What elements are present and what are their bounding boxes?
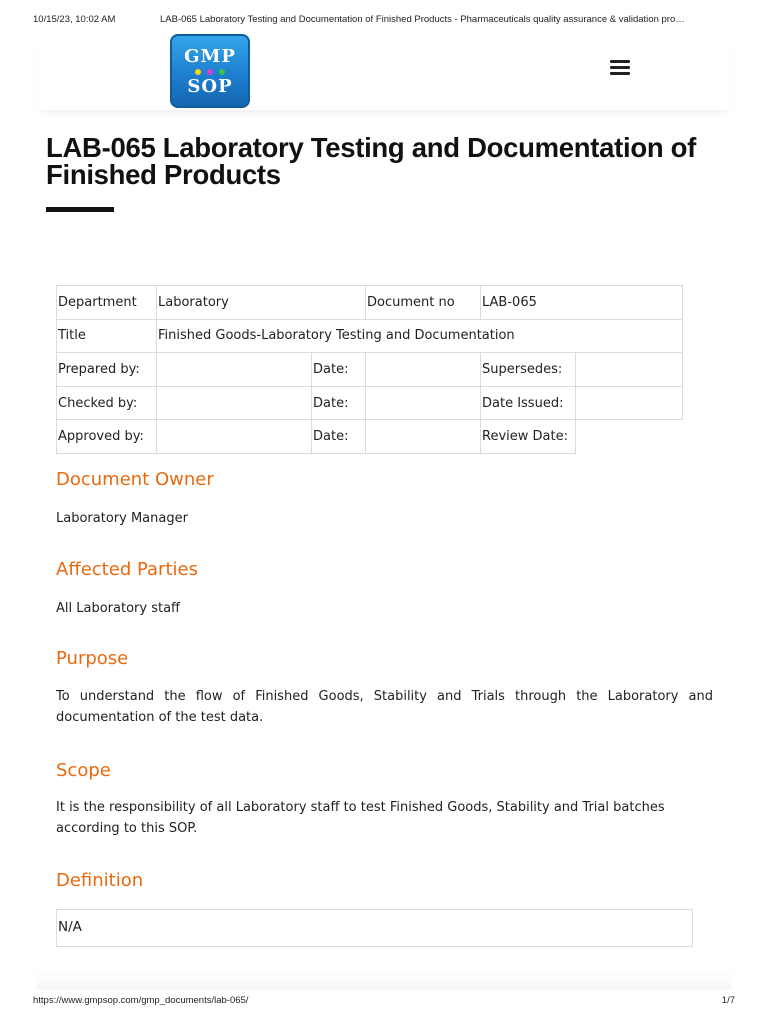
checked-date-label: Date: — [312, 386, 366, 420]
table-row — [57, 319, 683, 353]
approved-date-label: Date: — [312, 420, 366, 454]
print-url: https://www.gmpsop.com/gmp_documents/lab-065/ — [33, 995, 249, 1006]
logo-text-top: GMP — [184, 46, 236, 67]
supersedes-label: Supersedes: — [481, 353, 576, 387]
title-underline — [46, 207, 114, 212]
print-datetime: 10/15/23, 10:02 AM — [33, 14, 116, 25]
definition-box: N/A — [56, 909, 693, 947]
checked-by-value — [157, 386, 312, 420]
review-date-label: Review Date: — [481, 420, 576, 454]
logo-dot-yellow — [195, 69, 201, 75]
checked-date-value — [366, 386, 481, 420]
prepared-by-value — [157, 353, 312, 387]
logo-dots — [172, 69, 248, 75]
document-title: LAB-065 Laboratory Testing and Documentation of Finished Products — [46, 132, 697, 190]
department-label: Department — [57, 286, 157, 320]
logo-dot-magenta — [207, 69, 213, 75]
document-info-table — [56, 285, 683, 454]
purpose-text: To understand the flow of Finished Goods, Stability and Trials through the Laboratory and documentation of the test data. — [56, 689, 713, 725]
purpose-heading: Purpose — [56, 648, 129, 669]
document-owner-heading: Document Owner — [56, 469, 214, 490]
document-no-label: Document no — [366, 286, 481, 320]
approved-by-value — [157, 420, 312, 454]
department-value: Laboratory — [157, 286, 366, 320]
print-page-number: 1/7 — [721, 995, 735, 1006]
date-issued-value — [576, 386, 683, 420]
scope-heading: Scope — [56, 760, 111, 781]
table-row — [57, 353, 683, 387]
approved-date-value — [366, 420, 481, 454]
document-no-value: LAB-065 — [481, 286, 683, 320]
prepared-by-label: Prepared by: — [57, 353, 157, 387]
review-date-empty — [576, 420, 683, 454]
checked-by-label: Checked by: — [57, 386, 157, 420]
date-issued-label: Date Issued: — [481, 386, 576, 420]
hamburger-menu-icon[interactable] — [610, 60, 630, 76]
page-bottom-shade — [36, 968, 732, 990]
prepared-date-value — [366, 353, 481, 387]
logo-text-bottom: SOP — [187, 76, 233, 97]
print-page-title: LAB-065 Laboratory Testing and Documentation of Finished Products - Pharmaceuticals quality assurance & validation pro… — [160, 14, 685, 25]
table-row — [57, 286, 683, 320]
print-footer — [0, 995, 768, 1009]
logo-dot-green — [219, 69, 225, 75]
document-owner-text: Laboratory Manager — [56, 511, 188, 526]
gmp-sop-logo[interactable] — [170, 34, 250, 108]
definition-heading: Definition — [56, 870, 144, 891]
table-row — [57, 386, 683, 420]
title-value: Finished Goods-Laboratory Testing and Documentation — [157, 319, 683, 353]
title-label: Title — [57, 319, 157, 353]
site-header — [36, 30, 732, 110]
affected-parties-heading: Affected Parties — [56, 559, 198, 580]
print-header — [0, 14, 768, 28]
table-row — [57, 420, 683, 454]
scope-text: It is the responsibility of all Laboratory staff to test Finished Goods, Stability and Trial batches according to this SOP. — [56, 800, 665, 836]
prepared-date-label: Date: — [312, 353, 366, 387]
affected-parties-text: All Laboratory staff — [56, 601, 180, 616]
approved-by-label: Approved by: — [57, 420, 157, 454]
supersedes-value — [576, 353, 683, 387]
